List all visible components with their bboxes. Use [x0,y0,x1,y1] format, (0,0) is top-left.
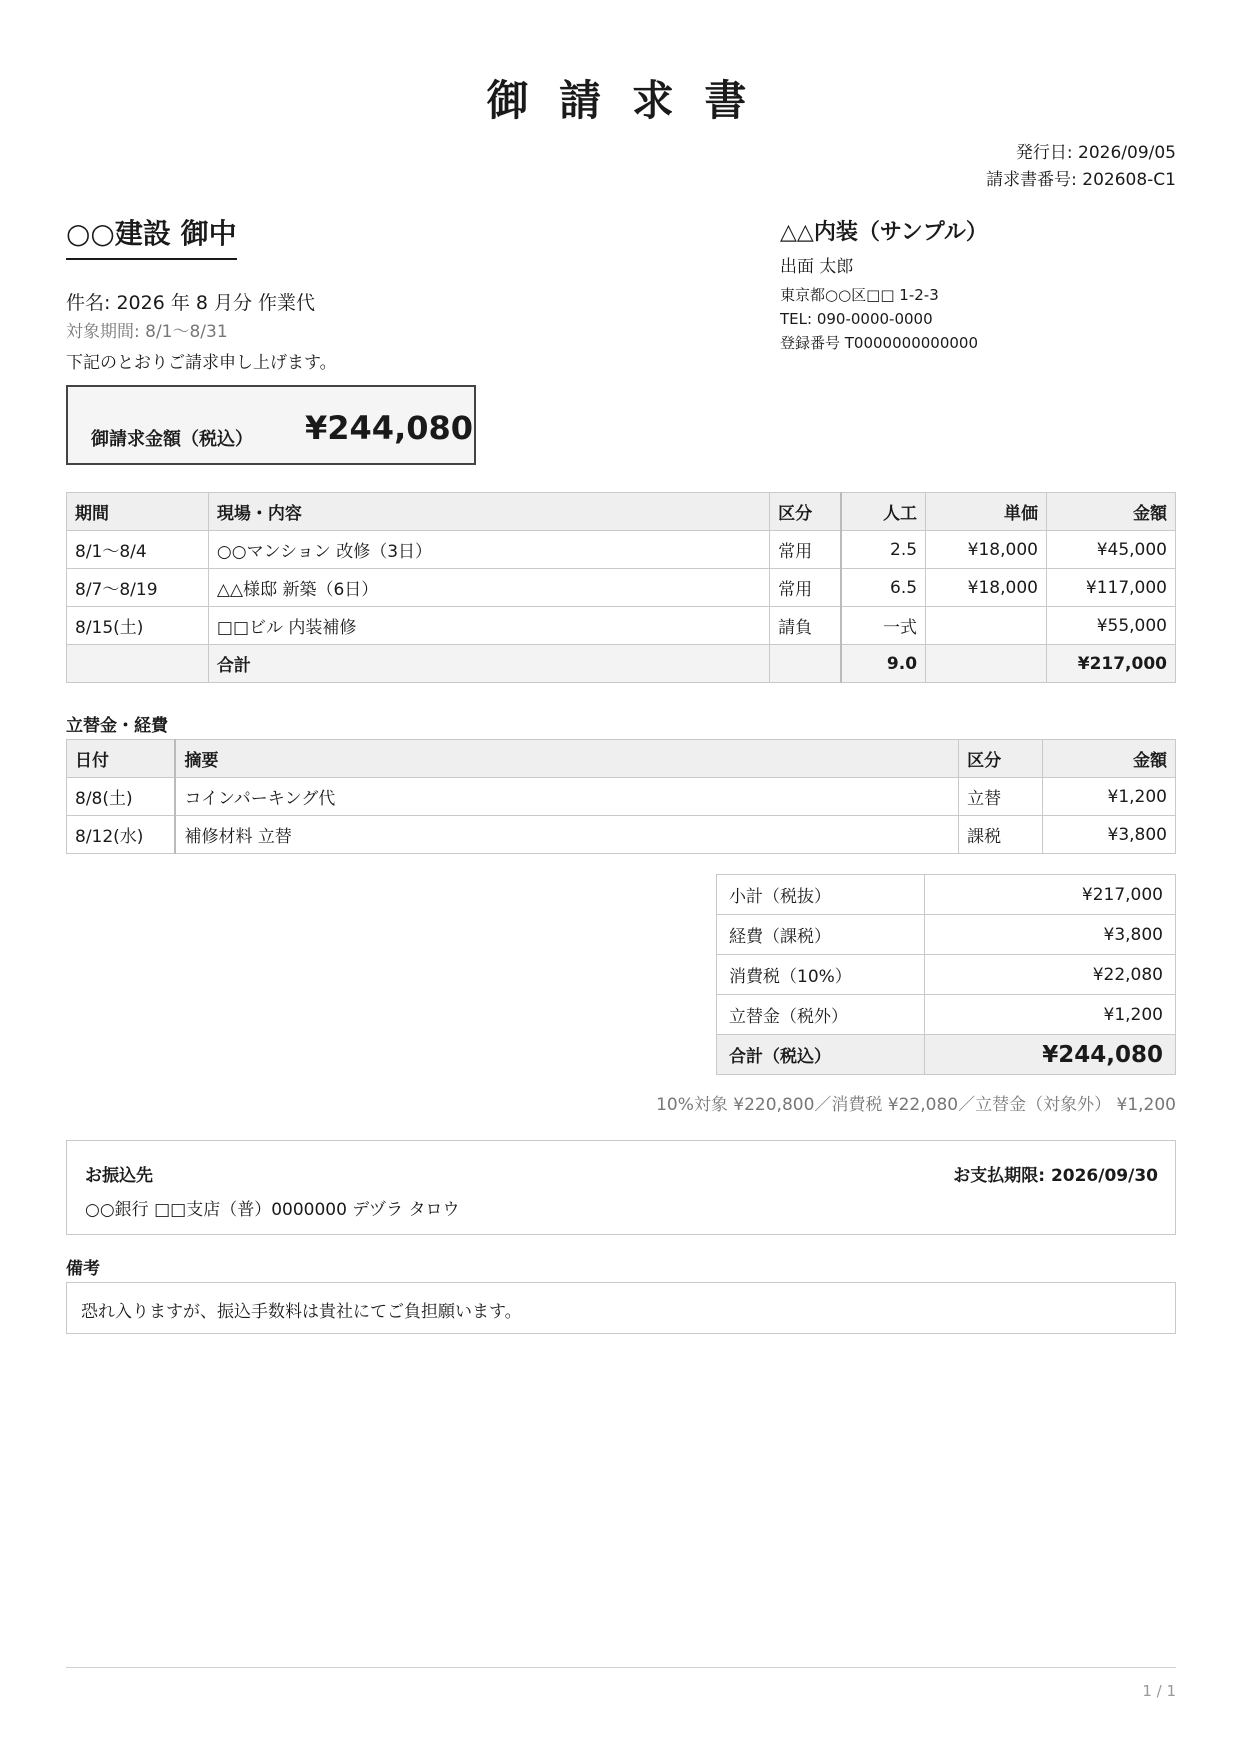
table-total-row [67,645,1176,683]
summary-grand-total-row [717,1035,1176,1075]
column-header: 単価 [926,493,1047,531]
issuer-person: 出面 太郎 [780,257,854,277]
summary-row [717,875,1176,915]
table-cell [926,607,1047,645]
table-cell: 常用 [770,569,841,607]
table-cell: ¥55,000 [1046,607,1175,645]
total-man-days: 9.0 [841,645,926,683]
table-cell: ¥117,000 [1046,569,1175,607]
issuer-name: △△内装（サンプル） [780,220,988,245]
invoice-meta [986,140,1176,194]
subject: 件名: 2026 年 8 月分 作業代 [66,292,316,314]
table-cell: 6.5 [841,569,926,607]
column-header: 摘要 [175,740,958,778]
payment-due: お支払期限: 2026/09/30 [953,1166,1158,1186]
table-cell: 8/8(土) [67,778,176,816]
column-header: 区分 [959,740,1043,778]
column-header: 人工 [841,493,926,531]
summary-label: 小計（税抜） [717,875,925,915]
table-cell: ¥18,000 [926,569,1047,607]
grand-total-value: ¥244,080 [925,1035,1176,1075]
document-title: 御 請 求 書 [486,76,755,125]
table-cell: 2.5 [841,531,926,569]
notes-heading: 備考 [66,1259,100,1279]
table-cell: 8/7〜8/19 [67,569,209,607]
table-row [67,816,1176,854]
grand-total-label: 合計（税込） [717,1035,925,1075]
table-cell [926,645,1047,683]
intro-text: 下記のとおりご請求申し上げます。 [66,353,337,373]
column-header: 金額 [1043,740,1176,778]
billing-period: 対象期間: 8/1〜8/31 [66,322,228,342]
summary-label: 消費税（10%） [717,955,925,995]
notes-text: 恐れ入りますが、振込手数料は貴社にてご負担願います。 [81,1302,522,1322]
table-row [67,531,1176,569]
bank-detail: ○○銀行 □□支店（普）0000000 デヅラ タロウ [85,1200,460,1220]
issue-date: 発行日: 2026/09/05 [1015,143,1176,163]
table-cell: ¥1,200 [1043,778,1176,816]
footer-divider [66,1667,1176,1668]
column-header: 日付 [67,740,176,778]
column-header: 期間 [67,493,209,531]
summary-label: 経費（課税） [717,915,925,955]
table-cell: 常用 [770,531,841,569]
column-header: 区分 [770,493,841,531]
table-row [67,569,1176,607]
table-cell [770,645,841,683]
total-amount-label: 御請求金額（税込） [91,429,253,450]
table-cell: 課税 [959,816,1043,854]
table-header-row [67,740,1176,778]
table-cell: ¥45,000 [1046,531,1175,569]
total-label: 合計 [208,645,769,683]
work-table [66,492,1176,683]
issuer-tel: TEL: 090-0000-0000 [780,310,933,328]
table-row [67,607,1176,645]
table-cell: 8/15(土) [67,607,209,645]
total-amount-value: ¥244,080 [305,409,474,447]
table-cell: 立替 [959,778,1043,816]
tax-breakdown-note: 10%対象 ¥220,800／消費税 ¥22,080／立替金（対象外） ¥1,200 [656,1095,1176,1115]
issuer-address: 東京都○○区□□ 1-2-3 [780,286,939,304]
summary-row [717,955,1176,995]
invoice-number: 請求書番号: 202608-C1 [986,170,1176,190]
table-cell: 補修材料 立替 [175,816,958,854]
table-cell: 一式 [841,607,926,645]
table-cell [67,645,209,683]
table-cell: 8/1〜8/4 [67,531,209,569]
summary-value: ¥3,800 [925,915,1176,955]
column-header: 現場・内容 [208,493,769,531]
issuer-block [780,215,988,355]
table-cell: ¥3,800 [1043,816,1176,854]
summary-value: ¥217,000 [925,875,1176,915]
table-cell: 請負 [770,607,841,645]
table-cell: 8/12(水) [67,816,176,854]
summary-value: ¥22,080 [925,955,1176,995]
client-name: ○○建設 御中 [66,212,237,260]
table-cell: △△様邸 新築（6日） [208,569,769,607]
summary-label: 立替金（税外） [717,995,925,1035]
table-cell: □□ビル 内装補修 [208,607,769,645]
expenses-heading: 立替金・経費 [66,716,168,736]
summary-row [717,915,1176,955]
expenses-table [66,739,1176,854]
bank-transfer-box [66,1140,1176,1235]
page-number: 1 / 1 [1142,1682,1176,1700]
summary-row [717,995,1176,1035]
table-row [67,778,1176,816]
column-header: 金額 [1046,493,1175,531]
total-amount-box [66,385,476,465]
table-header-row [67,493,1176,531]
table-cell: ○○マンション 改修（3日） [208,531,769,569]
bank-title: お振込先 [85,1166,153,1186]
summary-table [716,874,1176,1075]
total-amount: ¥217,000 [1046,645,1175,683]
notes-box [66,1282,1176,1334]
table-cell: コインパーキング代 [175,778,958,816]
table-cell: ¥18,000 [926,531,1047,569]
issuer-registration: 登録番号 T0000000000000 [780,334,978,352]
summary-value: ¥1,200 [925,995,1176,1035]
